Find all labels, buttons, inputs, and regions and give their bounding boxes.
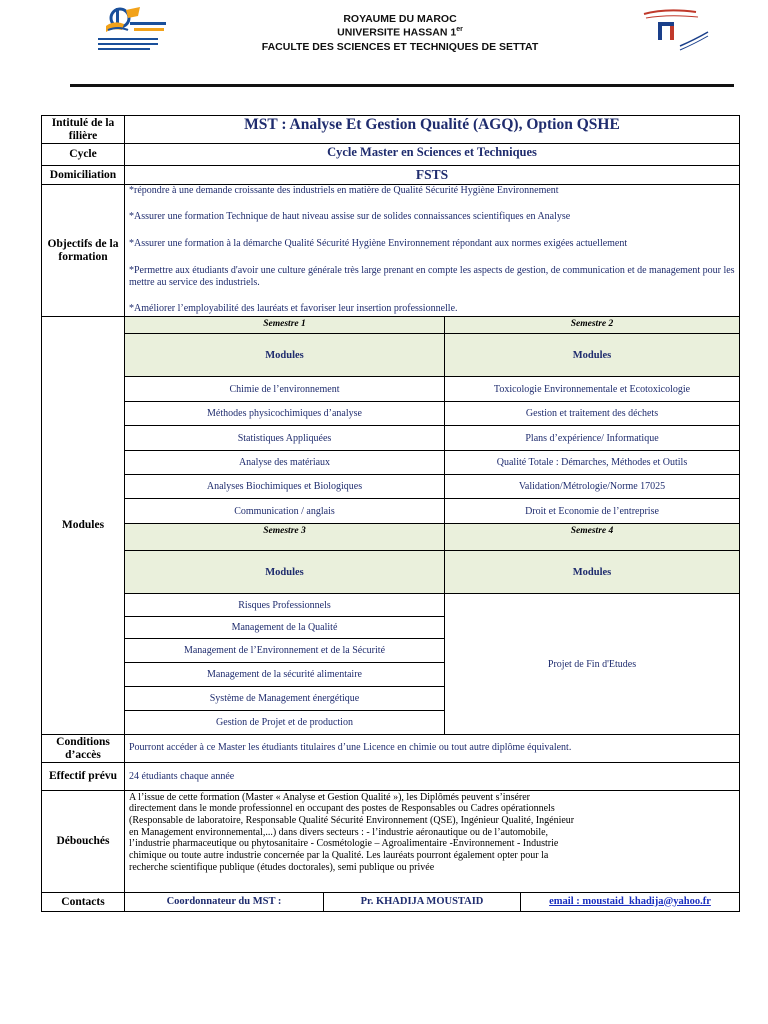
- header-university-name: UNIVERSITE HASSAN 1: [337, 26, 457, 39]
- module-s3: Management de l’Environnement et de la Sécurité: [183, 645, 386, 656]
- objectif-item: *Améliorer l’employabilité des lauréats et favoriser leur insertion professionnelle.: [129, 303, 458, 314]
- debouches-line: recherche scientifique publique (études doctorales), semi publique ou privée: [129, 862, 435, 873]
- label-conditions: Conditions d’accès: [56, 735, 110, 761]
- module-s1: Analyse des matériaux: [238, 457, 331, 468]
- effectif-value: 24 étudiants chaque année: [129, 771, 235, 782]
- contact-coordonnateur-label: Coordonnateur du MST :: [166, 895, 282, 907]
- module-s2: Validation/Métrologie/Norme 17025: [518, 481, 666, 492]
- contact-name: Pr. KHADIJA MOUSTAID: [360, 895, 484, 907]
- modules-header-s3: Modules: [265, 566, 304, 578]
- header-university-suffix: er: [456, 26, 463, 33]
- semestre-1-label: Semestre 1: [263, 319, 306, 329]
- module-s2: Qualité Totale : Démarches, Méthodes et Outils: [496, 457, 688, 468]
- module-s2: Toxicologie Environnementale et Ecotoxicologie: [493, 383, 691, 395]
- header-kingdom: ROYAUME DU MAROC: [343, 13, 457, 25]
- program-title: MST : Analyse Et Gestion Qualité (AGQ), Option QSHE: [244, 116, 620, 133]
- university-logo: [636, 8, 714, 54]
- module-s3: Management de la Qualité: [231, 622, 338, 633]
- domiciliation-value: FSTS: [415, 167, 449, 182]
- header-university: [170, 26, 630, 39]
- module-s3: Système de Management énergétique: [209, 693, 360, 704]
- module-s1: Communication / anglais: [234, 505, 335, 517]
- objectif-item: *répondre à une demande croissante des industriels en matière de Qualité Sécurité Hygiène Environnement: [129, 185, 559, 196]
- fsts-logo: [94, 4, 170, 56]
- debouches-line: en Management environnemental,...) dans divers secteurs : - l’industrie aéronautique ou de l’automobile,: [129, 827, 549, 838]
- module-s3: Gestion de Projet et de production: [216, 717, 353, 728]
- modules-header-s1: Modules: [265, 349, 304, 361]
- row-line: [41, 790, 740, 791]
- row-line: [41, 734, 740, 735]
- label-intitule: Intitulé de la filière: [51, 116, 115, 142]
- modules-header-s2: Modules: [572, 349, 612, 361]
- label-cycle: Cycle: [69, 148, 97, 160]
- module-s4-pfe: Projet de Fin d'Etudes: [547, 658, 637, 670]
- module-s1: Méthodes physicochimiques d’analyse: [207, 408, 362, 419]
- debouches-line: (Responsable de laboratoire, Responsable Qualité Sécurité Environnement (QSE), Ingénieur Qualité, Ingénieur: [129, 815, 575, 826]
- module-s2: Gestion et traitement des déchets: [525, 408, 659, 419]
- module-s2: Plans d’expérience/ Informatique: [525, 432, 659, 444]
- objectif-item: *Assurer une formation à la démarche Qualité Sécurité Hygiène Environnement répondant aux normes exigées actuellement: [129, 238, 628, 249]
- module-s3: Risques Professionnels: [238, 599, 331, 611]
- label-modules: Modules: [61, 519, 105, 531]
- semestre-3-label: Semestre 3: [263, 526, 306, 536]
- row-line: [41, 762, 740, 763]
- semestre-4-label: Semestre 4: [570, 526, 614, 536]
- label-contacts: Contacts: [61, 896, 105, 908]
- contact-email-link[interactable]: email : moustaid_khadija@yahoo.fr: [549, 895, 711, 907]
- header-divider: [70, 84, 734, 87]
- semestre-2-label: Semestre 2: [570, 319, 614, 329]
- debouches-line: directement dans le monde professionnel en occupant des postes de Responsables ou Cadres opérationnels: [129, 803, 555, 814]
- debouches-line: A l’issue de cette formation (Master « Analyse et Gestion Qualité »), les Diplômés peuvent s’insérer: [129, 792, 531, 803]
- module-s3: Management de la sécurité alimentaire: [207, 669, 362, 680]
- label-domiciliation: Domiciliation: [49, 168, 117, 181]
- objectif-item: *Assurer une formation Technique de haut niveau assise sur de solides connaissances scientifiques en Analyse: [129, 211, 571, 222]
- conditions-value: Pourront accéder à ce Master les étudiants titulaires d’une Licence en chimie ou tout autre diplôme équivalent.: [129, 742, 572, 753]
- module-s1: Analyses Biochimiques et Biologiques: [206, 481, 363, 492]
- module-s1: Chimie de l’environnement: [229, 383, 340, 395]
- debouches-line: chimique ou toute autre industrie concernée par la Qualité. Les lauréats pourront également opter pour la: [129, 850, 549, 861]
- label-effectif: Effectif prévu: [48, 770, 118, 782]
- label-objectifs: Objectifs de la formation: [47, 237, 119, 263]
- module-s2: Droit et Economie de l’entreprise: [525, 505, 659, 517]
- module-s1: Statistiques Appliquées: [237, 432, 332, 444]
- label-debouches: Débouchés: [56, 835, 110, 847]
- cycle-value: Cycle Master en Sciences et Techniques: [327, 144, 537, 159]
- debouches-line: l’industrie pharmaceutique ou phytosanitaire - Cosmétologie – Agroalimentaire -Environnement - Industrie: [129, 838, 559, 849]
- modules-header-s4: Modules: [572, 566, 612, 578]
- header-faculty: FACULTE DES SCIENCES ET TECHNIQUES DE SETTAT: [261, 41, 539, 53]
- objectif-item: *Permettre aux étudiants d'avoir une culture générale très large prenant en compte les aspects de gestion, de communication et de management pour les mettre au service des industriels.: [129, 265, 735, 288]
